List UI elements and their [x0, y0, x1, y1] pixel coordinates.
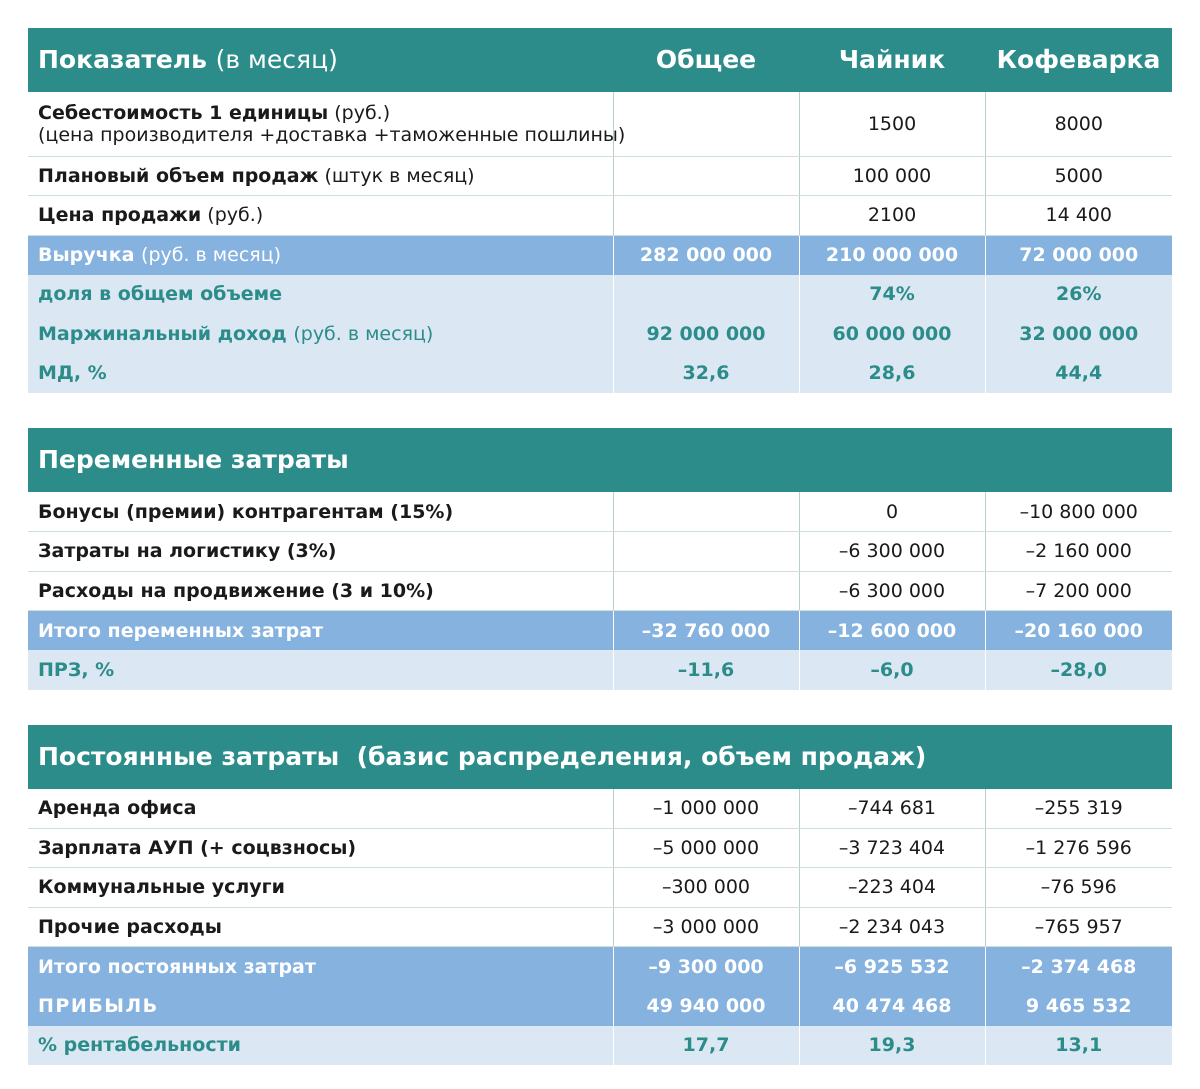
cell-coffee: –20 160 000 — [985, 611, 1172, 651]
header-kettle: Чайник — [799, 28, 985, 92]
row-label — [28, 156, 613, 196]
row-utilities — [28, 868, 1172, 908]
cell-total: –11,6 — [613, 650, 799, 690]
table-header-row — [28, 28, 1172, 92]
section-title: Переменные затраты — [28, 428, 1172, 492]
cell-kettle: 1500 — [799, 92, 985, 156]
cell-kettle: 210 000 000 — [799, 235, 985, 275]
cell-total: –5 000 000 — [613, 828, 799, 868]
row-label-bold: Себестоимость 1 единицы — [38, 101, 329, 124]
cell-total: –300 000 — [613, 868, 799, 908]
cell-coffee: –28,0 — [985, 650, 1172, 690]
row-label — [28, 235, 613, 275]
row-label — [28, 354, 613, 394]
row-label-light: (руб.) — [207, 204, 264, 227]
row-profit — [28, 986, 1172, 1026]
cell-kettle: 100 000 — [799, 156, 985, 196]
row-marginal-income — [28, 314, 1172, 354]
header-total: Общее — [613, 28, 799, 92]
row-label-bold: МД, % — [38, 362, 107, 385]
cell-total: 92 000 000 — [613, 314, 799, 354]
row-unit-cost — [28, 92, 1172, 156]
cell-total: –9 300 000 — [613, 947, 799, 987]
cell-total: 17,7 — [613, 1026, 799, 1066]
row-label: Затраты на логистику (3%) — [28, 532, 613, 572]
row-label: % рентабельности — [28, 1026, 613, 1066]
cell-kettle: –6,0 — [799, 650, 985, 690]
row-md-percent — [28, 354, 1172, 394]
section-header-variable-costs — [28, 428, 1172, 492]
cell-total: 49 940 000 — [613, 986, 799, 1026]
cell-coffee: –765 957 — [985, 907, 1172, 947]
header-indicator-bold: Показатель — [38, 45, 207, 74]
section-title: Постоянные затраты (базис распределения, объем продаж) — [28, 725, 1172, 789]
cell-coffee: 8000 — [985, 92, 1172, 156]
row-sale-price — [28, 196, 1172, 236]
row-label: Итого постоянных затрат — [28, 947, 613, 987]
cell-coffee: –10 800 000 — [985, 492, 1172, 532]
cell-coffee: 13,1 — [985, 1026, 1172, 1066]
profit-loss-table — [28, 28, 1172, 1065]
row-label: Прочие расходы — [28, 907, 613, 947]
cell-coffee: –1 276 596 — [985, 828, 1172, 868]
cell-total: –1 000 000 — [613, 789, 799, 829]
cell-kettle: –12 600 000 — [799, 611, 985, 651]
cell-coffee: –2 374 468 — [985, 947, 1172, 987]
cell-total: –32 760 000 — [613, 611, 799, 651]
row-profitability — [28, 1026, 1172, 1066]
row-total-variable — [28, 611, 1172, 651]
cell-coffee: 32 000 000 — [985, 314, 1172, 354]
cell-coffee: –255 319 — [985, 789, 1172, 829]
row-label: Зарплата АУП (+ соцвзносы) — [28, 828, 613, 868]
cell-kettle: 28,6 — [799, 354, 985, 394]
cell-coffee: –2 160 000 — [985, 532, 1172, 572]
row-bonuses — [28, 492, 1172, 532]
row-label: Итого переменных затрат — [28, 611, 613, 651]
cell-kettle: –223 404 — [799, 868, 985, 908]
cell-total — [613, 275, 799, 315]
header-coffee: Кофеварка — [985, 28, 1172, 92]
row-salary — [28, 828, 1172, 868]
cell-coffee: 26% — [985, 275, 1172, 315]
cell-kettle: –6 300 000 — [799, 532, 985, 572]
cell-kettle: 0 — [799, 492, 985, 532]
cell-total: 282 000 000 — [613, 235, 799, 275]
row-promotion — [28, 571, 1172, 611]
row-label-bold: доля в общем объеме — [38, 283, 283, 306]
row-label: Расходы на продвижение (3 и 10%) — [28, 571, 613, 611]
cell-total — [613, 196, 799, 236]
row-label: Аренда офиса — [28, 789, 613, 829]
cell-coffee: 5000 — [985, 156, 1172, 196]
cell-kettle: –2 234 043 — [799, 907, 985, 947]
row-other-expenses — [28, 907, 1172, 947]
row-label — [28, 314, 613, 354]
cell-total — [613, 92, 799, 156]
row-label — [28, 196, 613, 236]
row-label-bold: Плановый объем продаж — [38, 164, 319, 187]
cell-coffee: 9 465 532 — [985, 986, 1172, 1026]
cell-coffee: –76 596 — [985, 868, 1172, 908]
cell-coffee: –7 200 000 — [985, 571, 1172, 611]
row-share — [28, 275, 1172, 315]
row-label-bold: Цена продажи — [38, 204, 202, 227]
row-label: Коммунальные услуги — [28, 868, 613, 908]
cell-kettle: 40 474 468 — [799, 986, 985, 1026]
financial-table-container — [28, 28, 1172, 1065]
cell-kettle: –6 300 000 — [799, 571, 985, 611]
cell-coffee: 44,4 — [985, 354, 1172, 394]
row-revenue — [28, 235, 1172, 275]
row-label: ПРЗ, % — [28, 650, 613, 690]
row-label: ПРИБЫЛЬ — [28, 986, 613, 1026]
cell-total — [613, 571, 799, 611]
header-indicator-light: (в месяц) — [215, 45, 338, 74]
row-label-bold: Выручка — [38, 244, 135, 266]
cell-coffee: 72 000 000 — [985, 235, 1172, 275]
row-label-light: (штук в месяц) — [324, 164, 475, 187]
row-label-sub: (цена производителя +доставка +таможенные пошлины) — [38, 123, 626, 146]
row-total-fixed — [28, 947, 1172, 987]
row-label-light: (руб. в месяц) — [141, 244, 282, 266]
section-header-fixed-costs — [28, 725, 1172, 789]
row-label — [28, 275, 613, 315]
cell-total: –3 000 000 — [613, 907, 799, 947]
row-label-bold: Маржинальный доход — [38, 322, 287, 345]
row-prz-percent — [28, 650, 1172, 690]
cell-kettle: 2100 — [799, 196, 985, 236]
cell-kettle: –744 681 — [799, 789, 985, 829]
header-indicator — [28, 28, 613, 92]
row-planned-volume — [28, 156, 1172, 196]
row-label-light: (руб. в месяц) — [293, 322, 434, 345]
cell-kettle: 74% — [799, 275, 985, 315]
row-label — [28, 92, 626, 156]
row-office-rent — [28, 789, 1172, 829]
section-spacer — [28, 393, 1172, 428]
cell-total: 32,6 — [613, 354, 799, 394]
cell-kettle: 60 000 000 — [799, 314, 985, 354]
cell-kettle: 19,3 — [799, 1026, 985, 1066]
cell-kettle: –6 925 532 — [799, 947, 985, 987]
cell-total — [613, 156, 799, 196]
cell-total — [613, 492, 799, 532]
section-spacer — [28, 690, 1172, 725]
cell-total — [613, 532, 799, 572]
row-label: Бонусы (премии) контрагентам (15%) — [28, 492, 613, 532]
row-label-light: (руб.) — [334, 101, 391, 124]
row-logistics — [28, 532, 1172, 572]
cell-kettle: –3 723 404 — [799, 828, 985, 868]
cell-coffee: 14 400 — [985, 196, 1172, 236]
